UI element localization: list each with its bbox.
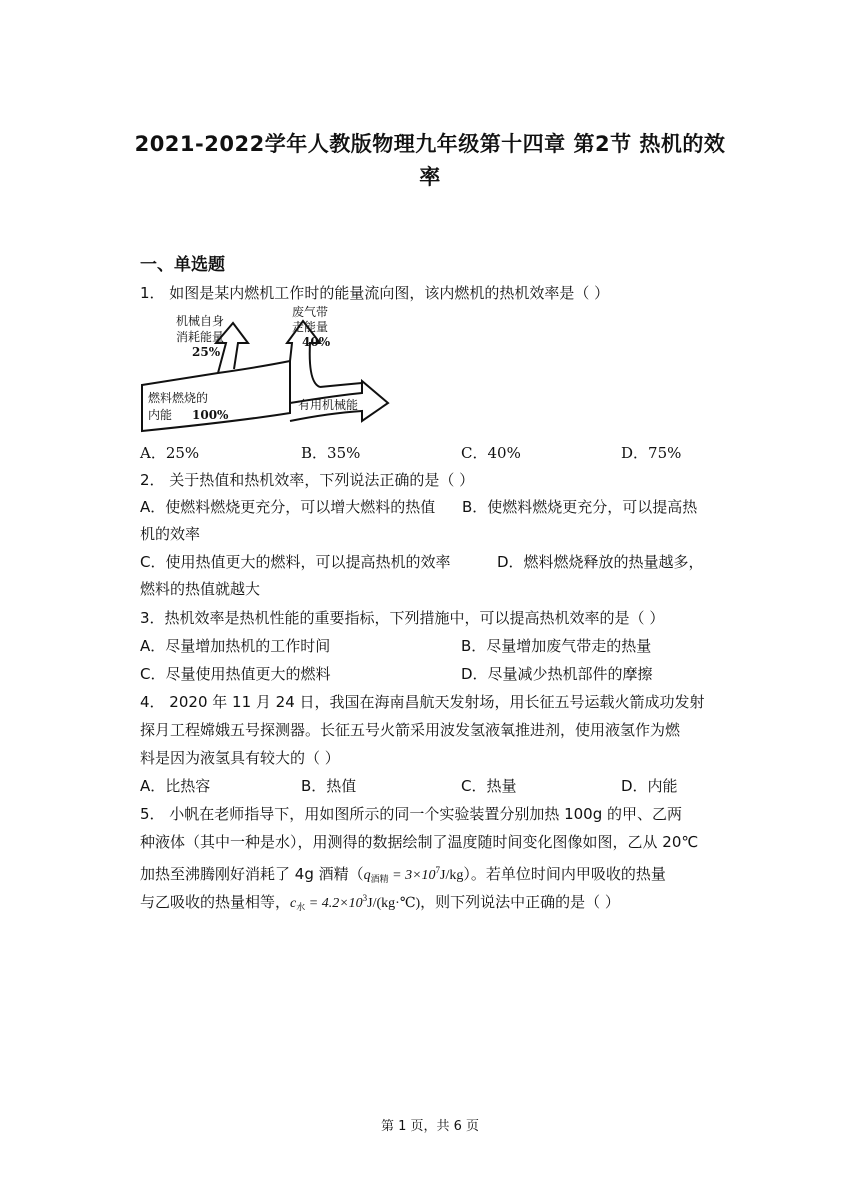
q2-option-a: A．使燃料燃烧更充分，可以增大燃料的热值	[140, 498, 436, 516]
q5-line4-start: 与乙吸收的热量相等，	[140, 893, 291, 911]
q1-option-d: D．75%	[621, 444, 682, 462]
loss1-value: 25%	[192, 345, 221, 359]
question-1-stem: 1． 如图是某内燃机工作时的能量流向图，该内燃机的热机效率是（ ）	[140, 284, 610, 302]
loss2-value: 40%	[302, 335, 331, 349]
question-4-stem-line-1: 4． 2020 年 11 月 24 日，我国在海南昌航天发射场，用长征五号运载火箭成功发射	[140, 693, 705, 711]
page-title	[120, 128, 740, 194]
q4-option-c: C．热量	[461, 777, 517, 795]
title-line-1: 2021-2022学年人教版物理九年级第十四章 第2节 热机的效	[134, 132, 726, 156]
q2-option-d: D．燃料燃烧释放的热量越多，	[497, 553, 704, 571]
question-5-stem-line-1: 5． 小帆在老师指导下，用如图所示的同一个实验装置分别加热 100g 的甲、乙两	[140, 805, 683, 823]
question-2-stem: 2． 关于热值和热机效率，下列说法正确的是（ ）	[140, 471, 475, 489]
q1-option-b: B．35%	[301, 444, 361, 462]
input-label-1: 燃料燃烧的	[148, 391, 209, 405]
title-line-2: 率	[419, 165, 441, 189]
q3-option-a: A．尽量增加热机的工作时间	[140, 637, 331, 655]
q2-option-d-cont: 燃料的热值就越大	[140, 580, 261, 598]
question-5-stem-line-4	[140, 885, 620, 920]
loss1-label-2: 消耗能量	[176, 330, 225, 344]
q2-option-b-cont: 机的效率	[140, 525, 201, 543]
energy-flow-diagram	[140, 303, 390, 439]
q1-option-a: A．25%	[140, 444, 200, 462]
q4-option-d: D．内能	[621, 777, 678, 795]
question-4-stem-line-2: 探月工程嫦娥五号探测器。长征五号火箭采用波发氢液氧推进剂，使用液氢作为燃	[140, 721, 681, 739]
q5-line4-end: ，则下列说法中正确的是（ ）	[420, 893, 620, 911]
formula-q-alcohol: $q_{酒精} = 3\times 10^7J/kg$	[363, 865, 464, 884]
q5-line3-end: ）。若单位时间内甲吸收的热量	[463, 865, 666, 883]
q4-option-b: B．热值	[301, 777, 357, 795]
question-3-stem: 3．热机效率是热机性能的重要指标，下列措施中，可以提高热机效率的是（ ）	[140, 609, 665, 627]
q4-option-a: A．比热容	[140, 777, 211, 795]
output-label: 有用机械能	[298, 398, 359, 412]
q2-option-c: C．使用热值更大的燃料，可以提高热机的效率	[140, 553, 451, 571]
section-heading: 一、单选题	[140, 255, 225, 275]
q3-option-d: D．尽量减少热机部件的摩擦	[461, 665, 653, 683]
output-arrow-top	[320, 383, 362, 387]
loss1-label-1: 机械自身	[176, 314, 225, 328]
q3-option-b: B．尽量增加废气带走的热量	[461, 637, 652, 655]
q3-option-c: C．尽量使用热值更大的燃料	[140, 665, 331, 683]
input-label-2: 内能	[148, 408, 173, 422]
loss2-label-1: 废气带	[292, 305, 329, 319]
q1-option-c: C．40%	[461, 444, 521, 462]
input-value: 100%	[192, 408, 229, 422]
formula-c-water: $c_水$ = $4.2\times 10^3J/(kg\cdot℃)$	[290, 893, 421, 912]
loss2-label-2: 走能量	[292, 320, 329, 334]
q5-line3-start: 加热至沸腾刚好消耗了 4g 酒精（	[140, 865, 364, 883]
page-footer: 第 1 页，共 6 页	[380, 1119, 480, 1134]
question-5-stem-line-2: 种液体（其中一种是水），用测得的数据绘制了温度随时间变化图像如图，乙从 20℃	[140, 833, 699, 851]
question-4-stem-line-3: 料是因为液氢具有较大的（ ）	[140, 749, 340, 767]
q2-option-b: B．使燃料燃烧更充分，可以提高热	[462, 498, 698, 516]
